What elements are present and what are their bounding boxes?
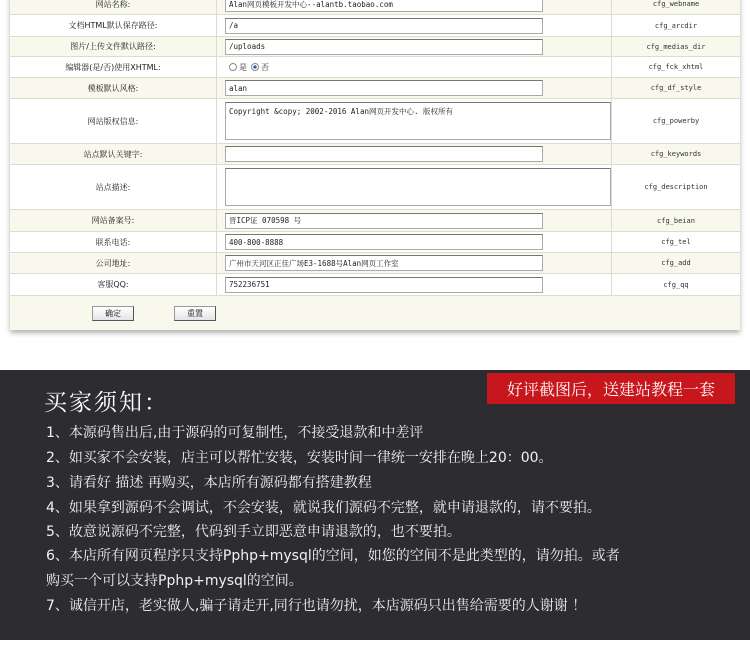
form-row: [10, 99, 740, 144]
buyer-notice: [0, 370, 750, 640]
field-label: 站点默认关键字:: [10, 144, 217, 164]
cfg_beian-input[interactable]: 晋ICP证 070598 号: [225, 213, 543, 229]
field-label: 模板默认风格:: [10, 78, 217, 98]
field-code: cfg_medias_dir: [646, 42, 706, 51]
field-value: [217, 210, 612, 231]
field-label: 网站版权信息:: [10, 99, 217, 143]
field-label: 图片/上传文件默认路径:: [10, 37, 217, 56]
field-value: [217, 37, 612, 56]
button-row: [10, 296, 740, 330]
form-row: [10, 232, 740, 253]
field-code: cfg_arcdir: [654, 21, 698, 30]
cfg_qq-input[interactable]: 752236751: [225, 277, 543, 293]
notice-line: 3、请看好 描述 再购买，本店所有源码都有搭建教程: [46, 475, 372, 491]
form-row: [10, 274, 740, 296]
form-row: [10, 144, 740, 165]
radio-no-label: 否: [261, 62, 269, 72]
field-value: [217, 253, 612, 273]
notice-title: 买家须知：: [44, 390, 169, 416]
cfg_add-input[interactable]: 广州市天河区正佳广场E3-1688号Alan网页工作室: [225, 255, 543, 271]
field-label: 公司地址:: [10, 253, 217, 273]
cfg_keywords-input[interactable]: [225, 146, 543, 162]
notice-line: 1、本源码售出后,由于源码的可复制性，不接受退款和中差评: [46, 425, 424, 441]
field-value: [217, 78, 612, 98]
field-value: [217, 165, 612, 209]
field-value: [217, 232, 612, 252]
field-code: cfg_tel: [661, 238, 691, 246]
field-label: 编辑器(是/否)使用XHTML:: [10, 57, 217, 77]
field-label: 文档HTML默认保存路径:: [10, 15, 217, 36]
field-code: cfg_beian: [657, 216, 695, 225]
field-value: [217, 0, 612, 14]
notice-line: 7、诚信开店，老实做人,骗子请走开,同行也请勿扰，本店源码只出售给需要的人谢谢 ！: [46, 598, 587, 614]
notice-line: 2、如买家不会安装，店主可以帮忙安装，安装时间一律统一安排在晚上20：00。: [46, 450, 553, 466]
field-code: cfg_powerby: [652, 117, 700, 125]
radio-yes[interactable]: [229, 63, 237, 71]
cfg_df_style-input[interactable]: alan: [225, 80, 543, 96]
cfg_tel-input[interactable]: 400-800-8888: [225, 234, 543, 250]
field-value: [217, 57, 612, 77]
field-label: 网站名称:: [10, 0, 217, 14]
reset-button[interactable]: 重置: [174, 306, 216, 321]
field-value: [217, 15, 612, 36]
notice-line: 5、故意说源码不完整，代码到手立即恶意申请退款的，也不要拍。: [46, 524, 461, 540]
cfg_powerby-textarea[interactable]: Copyright &copy; 2002-2016 Alan网页开发中心. 版权所有: [225, 102, 611, 140]
settings-form: [10, 0, 740, 330]
field-code: cfg_webname: [652, 0, 700, 8]
field-label: 站点描述:: [10, 165, 217, 209]
form-row: [10, 57, 740, 78]
form-row: [10, 0, 740, 15]
radio-no[interactable]: [251, 63, 259, 71]
field-label: 联系电话:: [10, 232, 217, 252]
field-code: cfg_fck_xhtml: [648, 63, 704, 71]
confirm-button[interactable]: 确定: [92, 306, 134, 321]
field-label: 客服QQ:: [10, 274, 217, 295]
cfg_arcdir-input[interactable]: /a: [225, 18, 543, 34]
form-row: [10, 37, 740, 57]
cfg_webname-input[interactable]: Alan网页模板开发中心--alantb.taobao.com: [225, 0, 543, 12]
form-row: [10, 15, 740, 37]
cfg_medias_dir-input[interactable]: /uploads: [225, 39, 543, 55]
form-row: [10, 78, 740, 99]
radio-yes-label: 是: [239, 62, 247, 72]
field-code: cfg_keywords: [650, 150, 702, 158]
field-code: cfg_add: [661, 259, 691, 267]
field-code: cfg_df_style: [650, 84, 702, 92]
form-row: [10, 210, 740, 232]
field-value: [217, 99, 612, 143]
field-code: cfg_description: [644, 183, 708, 191]
field-value: [217, 274, 612, 295]
notice-line: 购买一个可以支持Pphp+mysql的空间。: [46, 573, 303, 589]
field-label: 网站备案号:: [10, 210, 217, 231]
promo-banner: 好评截图后，送建站教程一套: [487, 373, 735, 404]
field-code: cfg_qq: [663, 280, 689, 289]
notice-line: 4、如果拿到源码不会调试，不会安装，就说我们源码不完整，就申请退款的，请不要拍。: [46, 500, 601, 516]
form-row: [10, 253, 740, 274]
notice-line: 6、本店所有网页程序只支持Pphp+mysql的空间，如您的空间不是此类型的，请勿拍。或者: [46, 548, 620, 564]
field-value: [217, 144, 612, 164]
cfg_description-textarea[interactable]: [225, 168, 611, 206]
form-row: [10, 165, 740, 210]
